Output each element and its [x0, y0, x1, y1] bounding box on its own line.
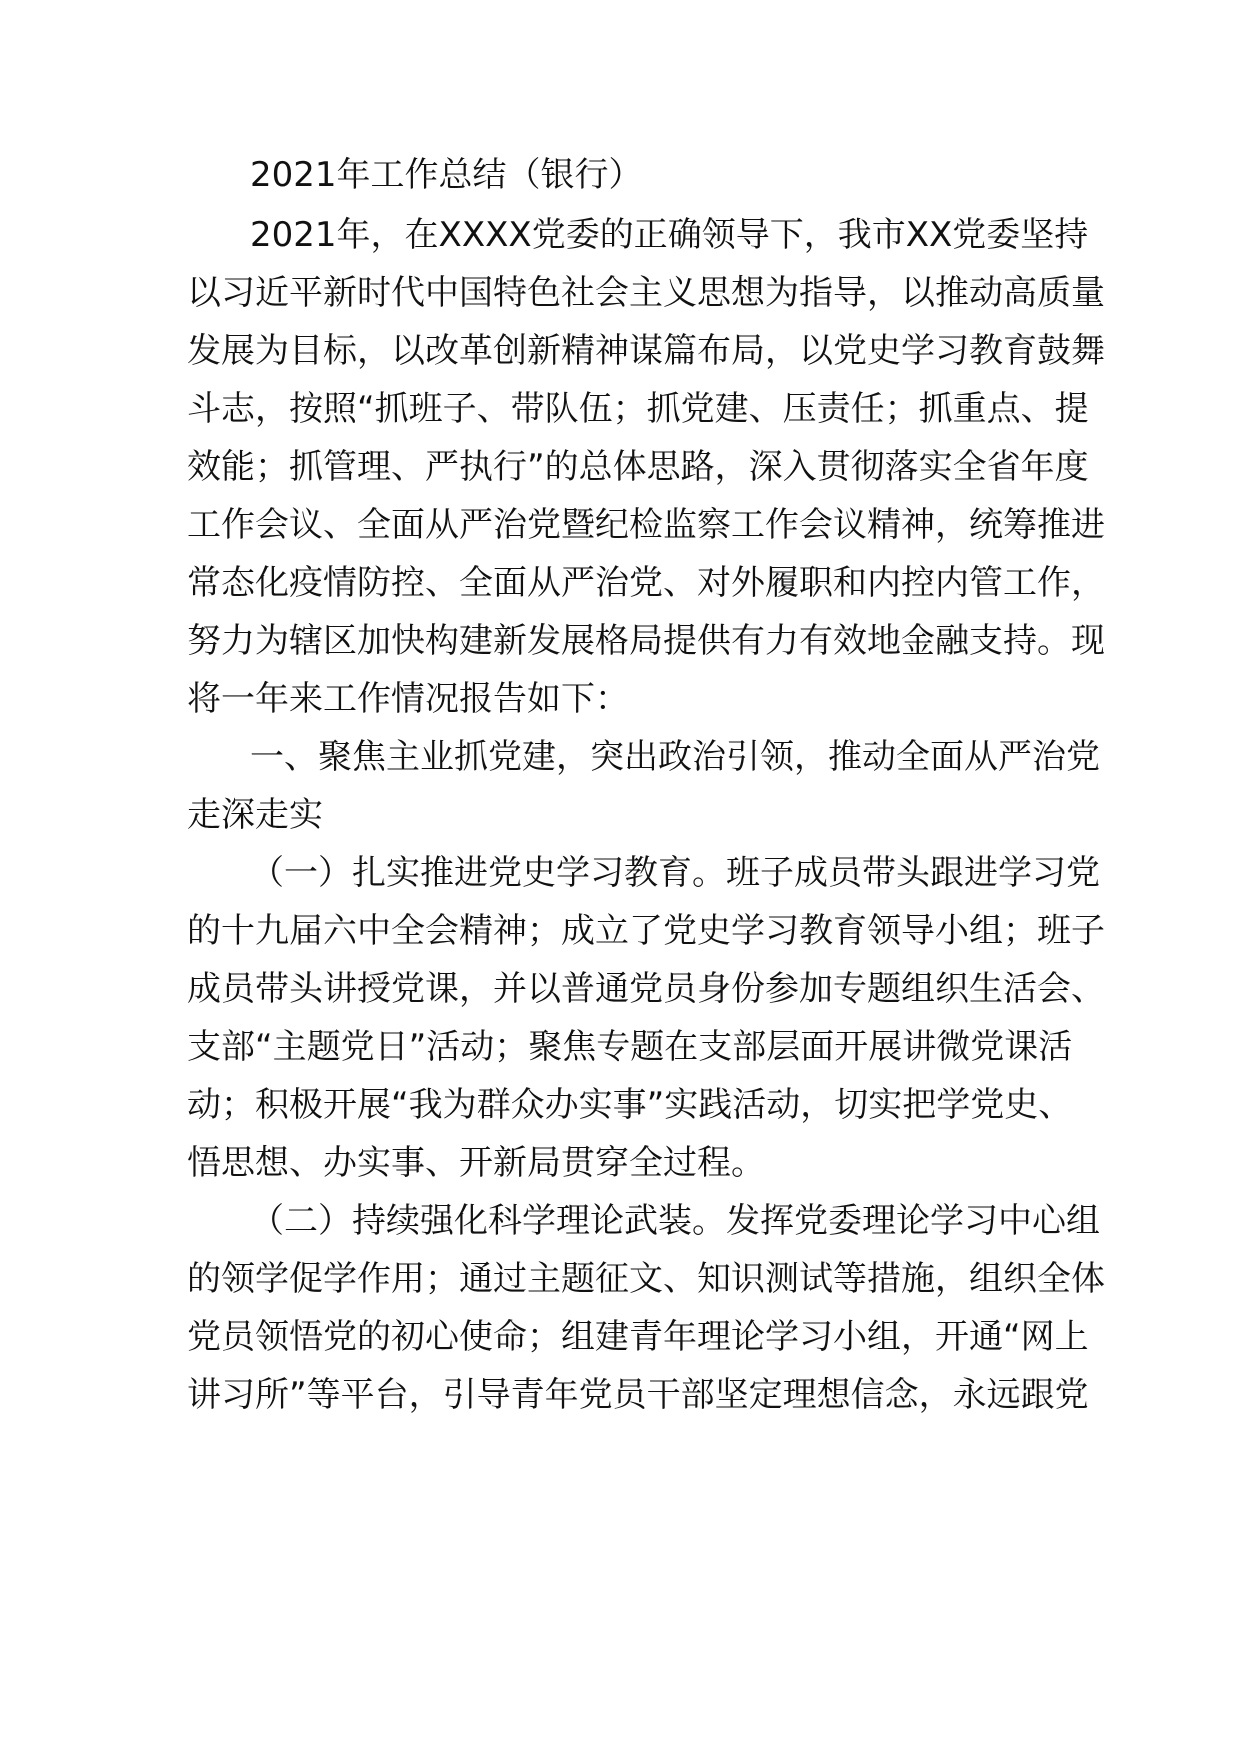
paragraph-line: 成员带头讲授党课，并以普通党员身份参加专题组织生活会、: [187, 969, 1105, 1009]
paragraph-line: 讲习所”等平台，引导青年党员干部坚定理想信念，永远跟党: [187, 1375, 1089, 1415]
paragraph-line: 的领学促学作用；通过主题征文、知识测试等措施，组织全体: [187, 1259, 1105, 1299]
paragraph-line: 斗志，按照“抓班子、带队伍；抓党建、压责任；抓重点、提: [187, 389, 1089, 429]
document-title: 2021年工作总结（银行）: [250, 155, 643, 195]
paragraph-line: 发展为目标，以改革创新精神谋篇布局，以党史学习教育鼓舞: [187, 331, 1105, 371]
paragraph-line: 常态化疫情防控、全面从严治党、对外履职和内控内管工作，: [187, 563, 1105, 603]
paragraph-line: 支部“主题党日”活动；聚焦专题在支部层面开展讲微党课活: [187, 1027, 1073, 1067]
paragraph-line: （一）扎实推进党史学习教育。班子成员带头跟进学习党: [250, 853, 1100, 893]
paragraph-line: 将一年来工作情况报告如下：: [187, 679, 629, 719]
paragraph-line: （二）持续强化科学理论武装。发挥党委理论学习中心组: [250, 1201, 1100, 1241]
paragraph-line: 2021年，在XXXX党委的正确领导下，我市XX党委坚持: [250, 215, 1089, 255]
paragraph-line: 效能；抓管理、严执行”的总体思路，深入贯彻落实全省年度: [187, 447, 1089, 487]
paragraph-line: 党员领悟党的初心使命；组建青年理论学习小组，开通“网上: [187, 1317, 1089, 1357]
section-heading: 一、聚焦主业抓党建，突出政治引领，推动全面从严治党: [250, 737, 1100, 777]
paragraph-line: 悟思想、办实事、开新局贯穿全过程。: [187, 1143, 765, 1183]
paragraph-line: 动；积极开展“我为群众办实事”实践活动，切实把学党史、: [187, 1085, 1073, 1125]
section-heading: 走深走实: [187, 795, 323, 835]
paragraph-line: 的十九届六中全会精神；成立了党史学习教育领导小组；班子: [187, 911, 1105, 951]
paragraph-line: 以习近平新时代中国特色社会主义思想为指导，以推动高质量: [187, 273, 1105, 313]
paragraph-line: 工作会议、全面从严治党暨纪检监察工作会议精神，统筹推进: [187, 505, 1105, 545]
paragraph-line: 努力为辖区加快构建新发展格局提供有力有效地金融支持。现: [187, 621, 1105, 661]
